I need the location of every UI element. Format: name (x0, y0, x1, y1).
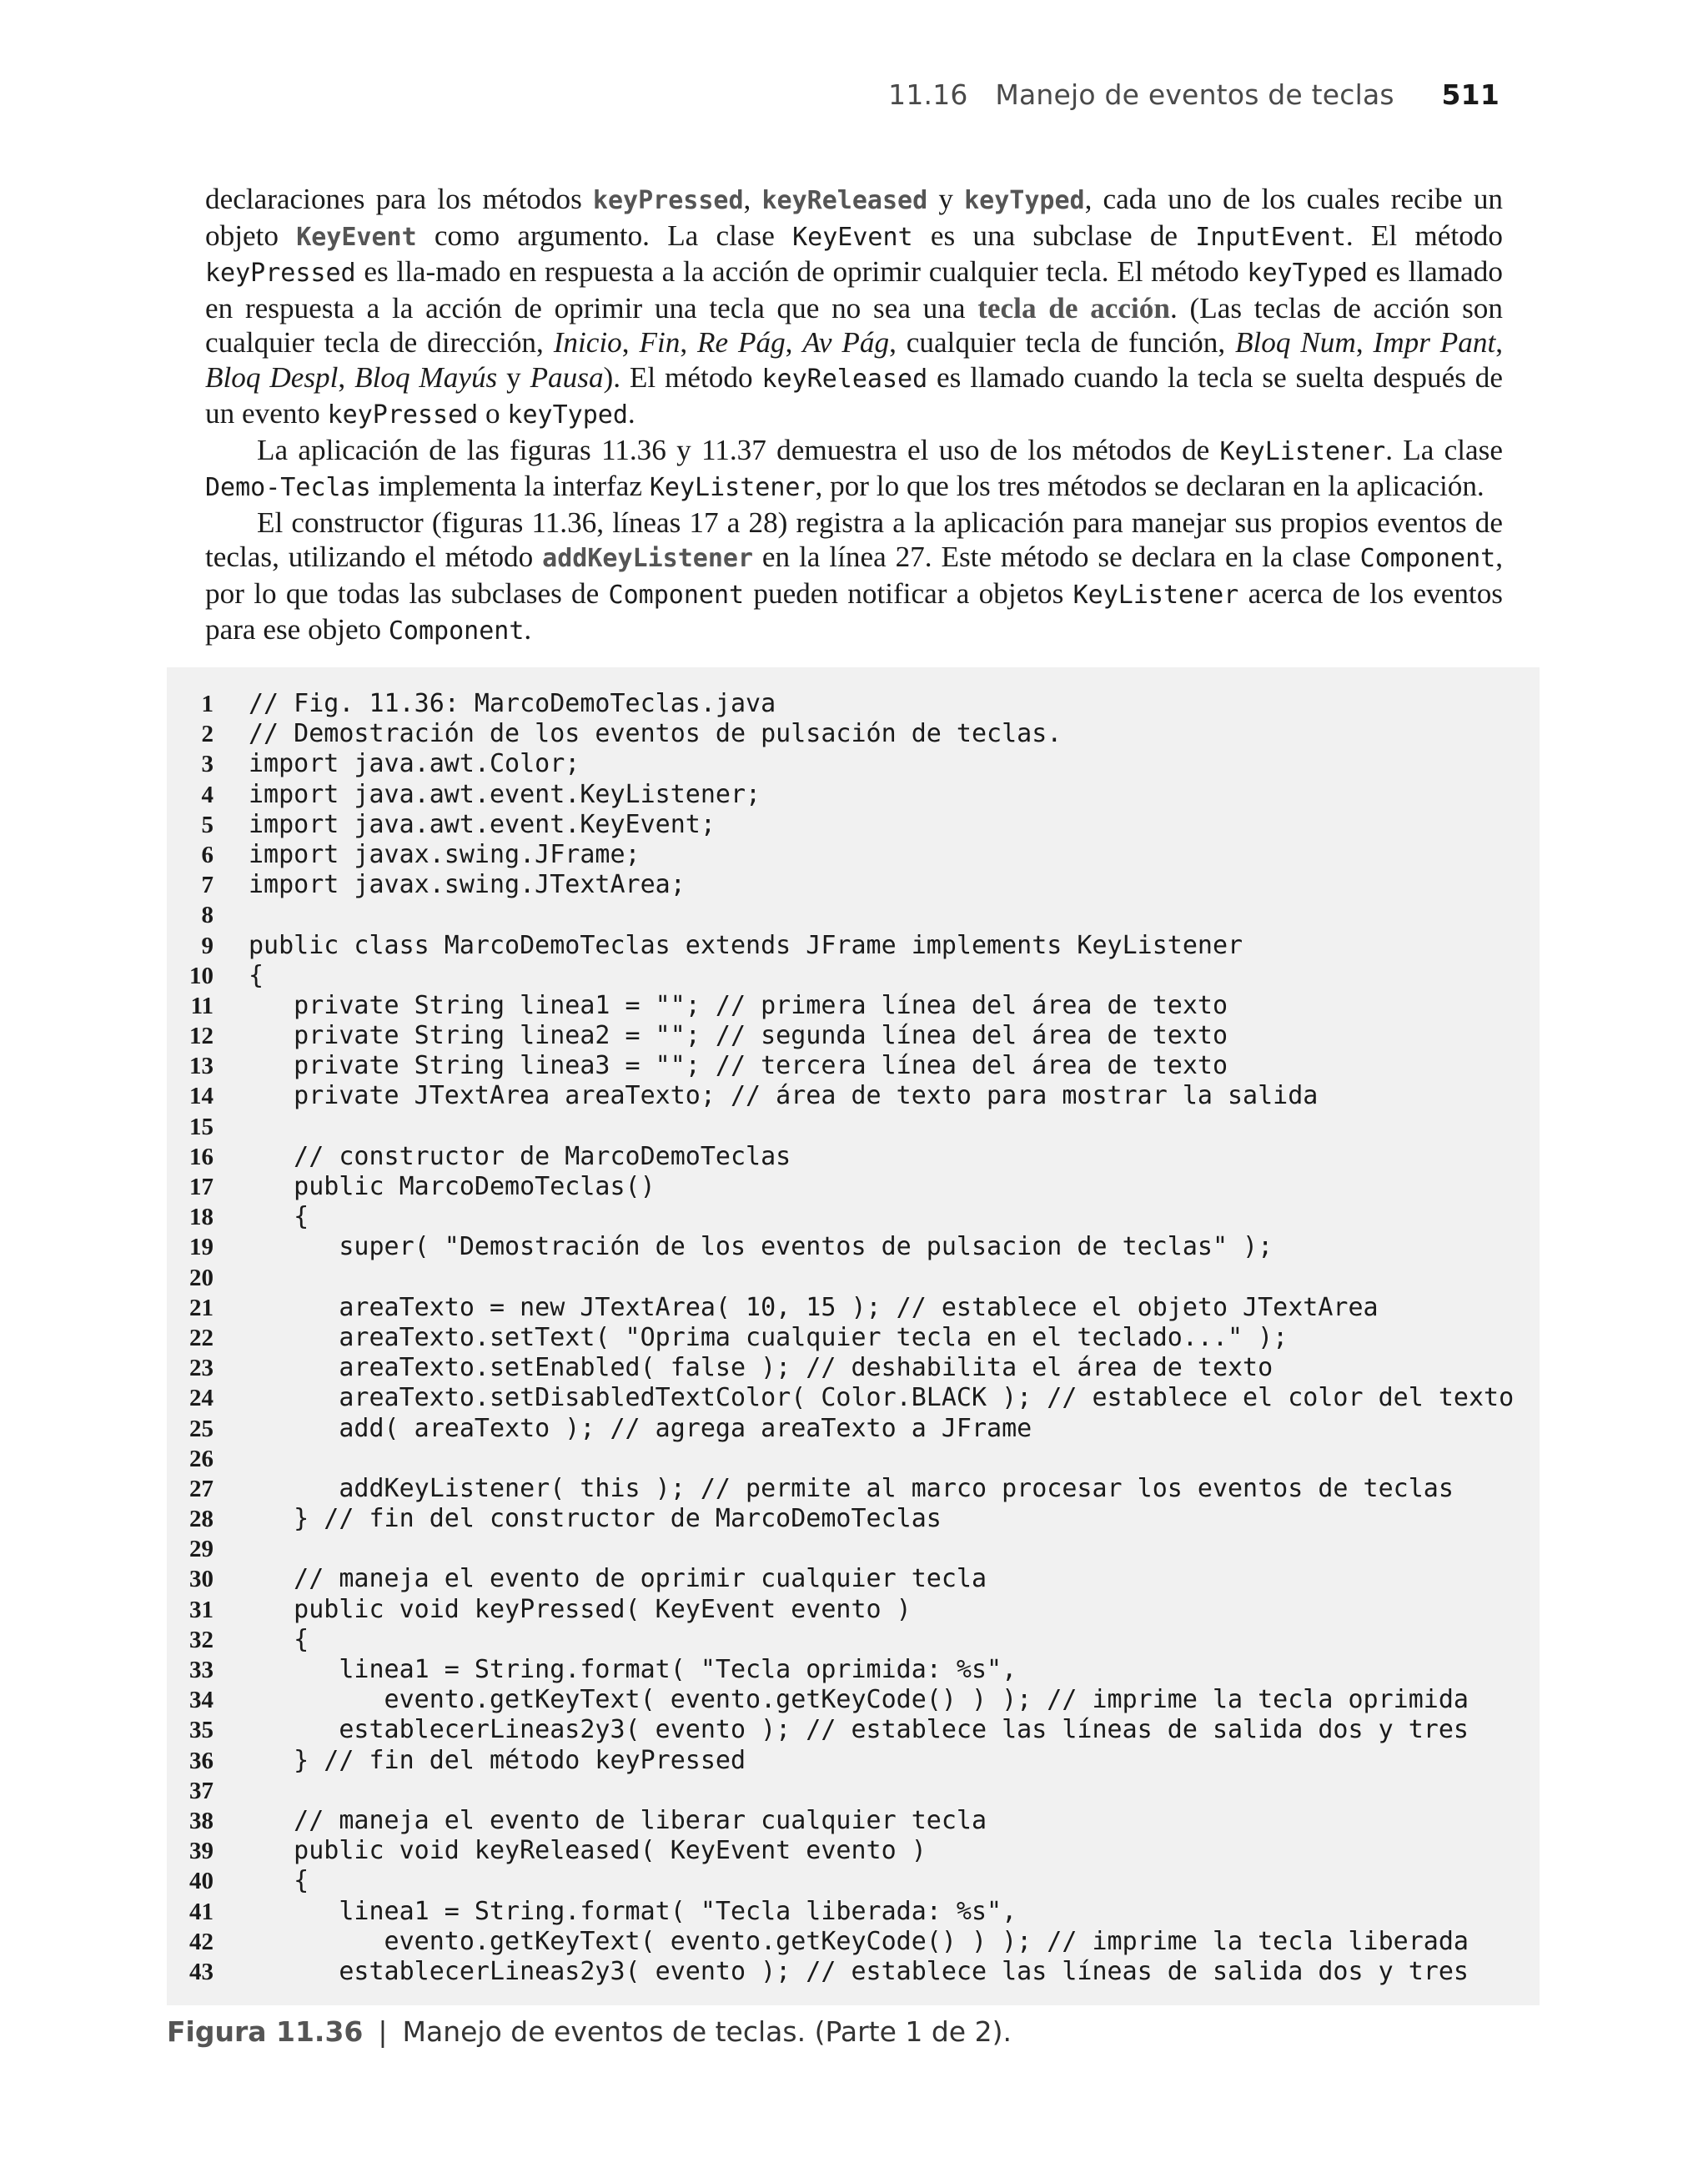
text: es llamado cuando la tecla se suelta después de un evento (205, 360, 1504, 430)
code-text: areaTexto.setDisabledTextColor( Color.BLACK ); // establece el color del texto (249, 1383, 1515, 1413)
code-line (167, 749, 1540, 779)
line-number: 6 (201, 841, 214, 868)
code-text: private String linea2 = ""; // segunda línea del área de texto (249, 1021, 1228, 1051)
code-text: linea1 = String.format( "Tecla oprimida: %s", (249, 1655, 1017, 1684)
text: es una subclase de (912, 219, 1196, 252)
code-line (167, 900, 1540, 930)
text: . El método (1345, 219, 1503, 252)
code-line (167, 1081, 1540, 1111)
text: y (927, 183, 965, 215)
line-number: 21 (189, 1294, 214, 1321)
line-number: 42 (189, 1928, 214, 1955)
caption-separator: | (378, 2015, 388, 2048)
text: es llamado en respuesta a la acción de oprimir una tecla que no sea una (205, 255, 1503, 324)
line-number: 10 (189, 962, 214, 989)
line-number: 15 (189, 1113, 214, 1140)
code-line (167, 780, 1540, 810)
code-line (167, 1746, 1540, 1776)
code-text: { (249, 1624, 309, 1654)
code-inline: KeyEvent (792, 222, 913, 252)
key-name: Bloq Mayús (354, 360, 498, 394)
text: . La clase (1385, 433, 1503, 466)
code-line (167, 1504, 1540, 1534)
code-text: private JTextArea areaTexto; // área de texto para mostrar la salida (249, 1081, 1319, 1111)
key-name: Re Pág (697, 326, 786, 359)
code-inline: keyTyped (507, 400, 628, 430)
text: . (Las teclas de acción son cualquier tecla de dirección, (205, 291, 1503, 359)
text: . (627, 397, 635, 430)
code-inline: Component (608, 580, 745, 610)
code-text: areaTexto.setEnabled( false ); // deshabilita el área de texto (249, 1353, 1273, 1383)
key-name: Inicio (553, 326, 622, 359)
text: declaraciones para los métodos (205, 183, 593, 215)
text: o (478, 397, 508, 430)
key-name: Av Pág (802, 326, 890, 359)
line-number: 35 (189, 1717, 214, 1744)
line-number: 13 (189, 1053, 214, 1080)
key-name: Impr Pant (1373, 326, 1496, 359)
line-number: 22 (189, 1324, 214, 1351)
code-line (167, 1021, 1540, 1051)
key-name: Bloq Num (1235, 326, 1356, 359)
line-number: 12 (189, 1023, 214, 1050)
code-line (167, 1112, 1540, 1142)
code-text: { (249, 1202, 309, 1232)
figure-caption (167, 2015, 1012, 2048)
code-text: linea1 = String.format( "Tecla liberada: %s", (249, 1896, 1017, 1926)
code-line (167, 1383, 1540, 1413)
line-number: 25 (189, 1415, 214, 1442)
line-number: 24 (189, 1385, 214, 1412)
code-inline: Component (1359, 544, 1496, 573)
figure-label: Figura 11.36 (167, 2015, 364, 2048)
line-number: 16 (189, 1143, 214, 1170)
line-number: 30 (189, 1566, 214, 1593)
code-text: areaTexto.setText( "Oprima cualquier tecla en el teclado..." ); (249, 1322, 1289, 1352)
line-number: 41 (189, 1898, 214, 1925)
line-number: 38 (189, 1807, 214, 1834)
line-number: 29 (189, 1536, 214, 1563)
text: , por lo que los tres métodos se declaran en la aplicación. (815, 470, 1484, 502)
code-line (167, 1836, 1540, 1866)
line-number: 8 (201, 902, 214, 929)
code-line (167, 1293, 1540, 1323)
code-inline: KeyListener (649, 473, 816, 502)
code-text: areaTexto = new JTextArea( 10, 15 ); // establece el objeto JTextArea (249, 1292, 1379, 1322)
code-listing (167, 667, 1540, 2005)
code-line (167, 1866, 1540, 1896)
code-term: keyTyped (964, 186, 1085, 215)
code-line (167, 1685, 1540, 1715)
key-name: Pausa (530, 360, 604, 394)
text: como argumento. La clase (416, 219, 793, 252)
code-inline: Component (388, 616, 525, 646)
line-number: 40 (189, 1868, 214, 1895)
line-number: 23 (189, 1355, 214, 1382)
line-number: 2 (201, 721, 214, 748)
line-number: 11 (190, 992, 214, 1019)
line-number: 33 (189, 1657, 214, 1683)
paragraph-2 (205, 433, 1503, 506)
code-line (167, 1232, 1540, 1262)
text: , (621, 326, 640, 359)
line-number: 36 (189, 1747, 214, 1774)
paragraph-3 (205, 506, 1503, 649)
line-number: 31 (189, 1596, 214, 1623)
code-inline: InputEvent (1195, 222, 1346, 252)
section-number: 11.16 (888, 78, 968, 111)
line-number: 26 (189, 1445, 214, 1472)
line-number: 4 (201, 781, 214, 808)
line-number: 9 (201, 932, 214, 959)
code-line (167, 810, 1540, 840)
caption-text: Manejo de eventos de teclas. (Parte 1 de 2). (402, 2015, 1012, 2048)
text: en la línea 27. Este método se declara en la clase (753, 541, 1360, 573)
text: . (524, 613, 532, 646)
code-text: { (249, 960, 264, 990)
code-line (167, 1957, 1540, 1987)
line-number: 5 (201, 811, 214, 838)
text: y (497, 360, 530, 394)
code-text: // Fig. 11.36: MarcoDemoTeclas.java (249, 689, 776, 718)
code-line (167, 1051, 1540, 1081)
code-lines (167, 689, 1540, 1987)
code-line (167, 1142, 1540, 1172)
code-text: // maneja el evento de liberar cualquier tecla (249, 1805, 987, 1835)
line-number: 17 (189, 1174, 214, 1200)
code-text: import java.awt.Color; (249, 749, 580, 779)
code-text: import java.awt.event.KeyListener; (249, 779, 761, 809)
running-head (888, 78, 1500, 111)
text: , cualquier tecla de función, (889, 326, 1236, 359)
code-line (167, 1927, 1540, 1957)
code-text: import javax.swing.JFrame; (249, 839, 640, 869)
code-line (167, 961, 1540, 991)
code-line (167, 1534, 1540, 1564)
key-name: Bloq Despl (205, 360, 339, 394)
code-term: keyPressed (592, 186, 744, 215)
code-inline: keyPressed (205, 259, 356, 288)
text: es lla-mado en respuesta a la acción de oprimir cualquier tecla. El método (355, 255, 1248, 288)
line-number: 19 (189, 1234, 214, 1261)
code-line (167, 1172, 1540, 1202)
code-line (167, 1595, 1540, 1625)
code-line (167, 1444, 1540, 1474)
code-text: } // fin del método keyPressed (249, 1745, 746, 1775)
code-text: establecerLineas2y3( evento ); // establece las líneas de salida dos y tres (249, 1956, 1469, 1986)
code-line (167, 931, 1540, 961)
code-line (167, 1474, 1540, 1504)
code-inline: KeyListener (1073, 580, 1239, 610)
paragraph-1 (205, 182, 1503, 433)
code-text: public MarcoDemoTeclas() (249, 1172, 656, 1201)
text: implementa la interfaz (370, 470, 650, 502)
line-number: 27 (189, 1475, 214, 1502)
code-line (167, 840, 1540, 870)
code-text: super( "Demostración de los eventos de pulsacion de teclas" ); (249, 1232, 1273, 1262)
code-text: public void keyPressed( KeyEvent evento ) (249, 1594, 912, 1624)
code-term: addKeyListener (542, 544, 754, 573)
text: , (1495, 326, 1504, 359)
code-text: public class MarcoDemoTeclas extends JFrame implements KeyListener (249, 930, 1243, 960)
code-text: private String linea1 = ""; // primera línea del área de texto (249, 990, 1228, 1020)
line-number: 7 (201, 872, 214, 899)
text: pueden notificar a objetos (744, 576, 1073, 610)
section-title: Manejo de eventos de teclas (995, 78, 1394, 111)
code-line (167, 1897, 1540, 1927)
code-line (167, 1625, 1540, 1655)
code-line (167, 689, 1540, 719)
text: , (743, 183, 762, 215)
text: , (1355, 326, 1374, 359)
line-number: 37 (189, 1777, 214, 1804)
line-number: 28 (189, 1506, 214, 1533)
code-line (167, 1263, 1540, 1293)
code-line (167, 1715, 1540, 1745)
text: , (785, 326, 803, 359)
text: , (338, 360, 355, 394)
line-number: 3 (201, 751, 214, 778)
code-text: // maneja el evento de oprimir cualquier tecla (249, 1564, 987, 1594)
code-line (167, 1776, 1540, 1806)
code-term: keyReleased (761, 186, 928, 215)
text: El constructor (figuras 11.36, líneas 17 a 28) registra a la aplicación para manejar sus propios eventos de teclas, utilizando el método (205, 506, 1503, 573)
code-text: private String linea3 = ""; // tercera línea del área de texto (249, 1051, 1228, 1081)
code-line (167, 991, 1540, 1021)
code-text: // constructor de MarcoDemoTeclas (249, 1141, 791, 1171)
code-text: import java.awt.event.KeyEvent; (249, 809, 716, 839)
code-text: // Demostración de los eventos de pulsación de teclas. (249, 719, 1062, 749)
code-line (167, 1323, 1540, 1353)
text: La aplicación de las figuras 11.36 y 11.37 demuestra el uso de los métodos de (257, 433, 1220, 466)
code-inline: keyPressed (327, 400, 479, 430)
page-number: 511 (1441, 78, 1500, 111)
code-line (167, 1806, 1540, 1836)
text: , por lo que todas las subclases de (205, 541, 1503, 610)
code-inline: keyReleased (761, 364, 928, 394)
code-text: } // fin del constructor de MarcoDemoTeclas (249, 1504, 942, 1534)
line-number: 20 (189, 1264, 214, 1291)
code-text: public void keyReleased( KeyEvent evento ) (249, 1836, 927, 1866)
code-term: KeyEvent (296, 222, 417, 252)
code-inline: Demo-Teclas (205, 473, 371, 502)
code-line (167, 1564, 1540, 1594)
code-text: evento.getKeyText( evento.getKeyCode() ) ); // imprime la tecla oprimida (249, 1685, 1469, 1715)
text: , (680, 326, 697, 359)
line-number: 39 (189, 1838, 214, 1865)
line-number: 32 (189, 1626, 214, 1653)
code-inline: keyTyped (1247, 259, 1368, 288)
line-number: 43 (189, 1958, 214, 1985)
body-text (205, 182, 1503, 649)
text: ). El método (603, 360, 762, 394)
code-text: import javax.swing.JTextArea; (249, 870, 686, 900)
code-text: establecerLineas2y3( evento ); // establece las líneas de salida dos y tres (249, 1715, 1469, 1745)
line-number: 14 (189, 1083, 214, 1110)
code-line (167, 719, 1540, 749)
code-inline: KeyListener (1219, 436, 1386, 466)
text: acerca de los eventos para ese objeto (205, 576, 1503, 646)
code-line (167, 1655, 1540, 1685)
line-number: 1 (201, 691, 214, 717)
key-term: tecla de acción (977, 291, 1170, 324)
code-text: { (249, 1866, 309, 1896)
code-text: addKeyListener( this ); // permite al marco procesar los eventos de teclas (249, 1473, 1454, 1503)
code-line (167, 1353, 1540, 1383)
code-text: add( areaTexto ); // agrega areaTexto a JFrame (249, 1413, 1032, 1443)
text: , cada uno de los cuales recibe un objeto (205, 183, 1504, 252)
code-line (167, 870, 1540, 900)
code-line (167, 1414, 1540, 1444)
line-number: 34 (189, 1687, 214, 1714)
code-line (167, 1202, 1540, 1232)
key-name: Fin (639, 326, 681, 359)
code-text: evento.getKeyText( evento.getKeyCode() ) ); // imprime la tecla liberada (249, 1926, 1469, 1956)
line-number: 18 (189, 1204, 214, 1231)
